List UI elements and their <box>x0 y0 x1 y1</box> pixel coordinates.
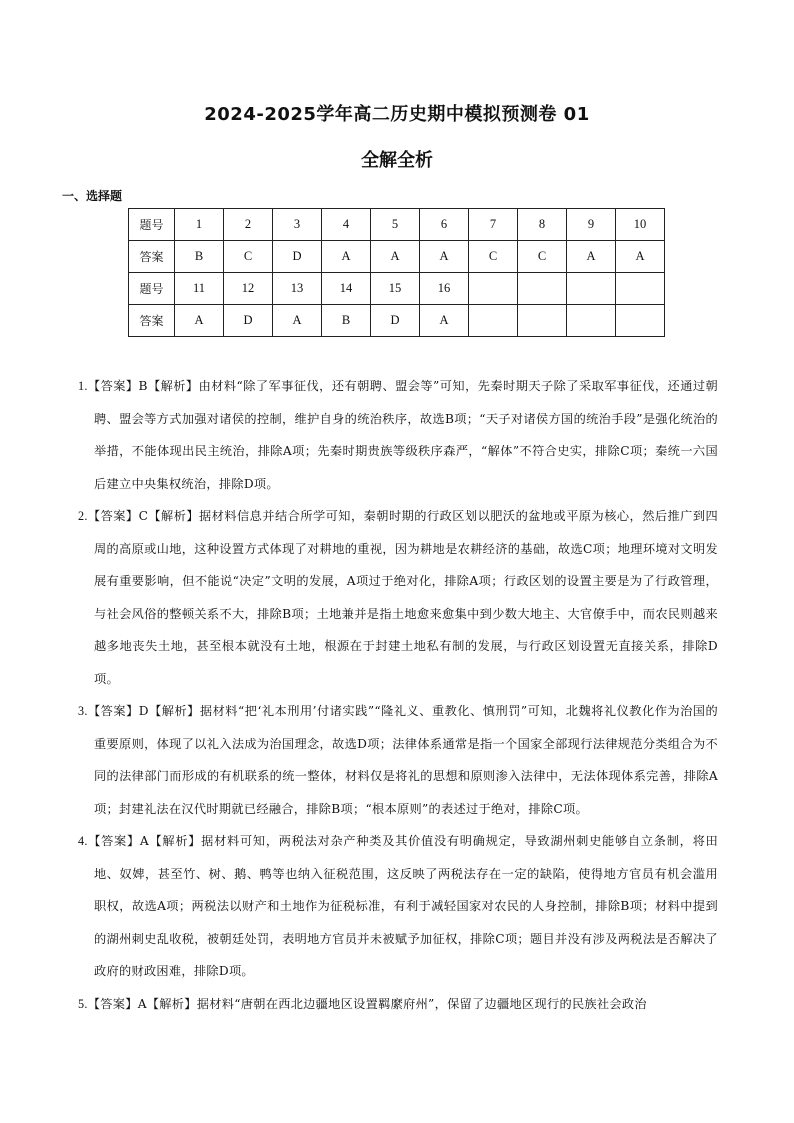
answer-table-cell: A <box>420 305 469 337</box>
answer-table-cell: 14 <box>322 273 371 305</box>
answer-table-cell <box>518 305 567 337</box>
answer-table-cell: A <box>322 241 371 273</box>
answer-table-row <box>129 241 665 273</box>
answer-table-cell: D <box>371 305 420 337</box>
answer-table-row-label: 答案 <box>129 305 175 337</box>
explanation-text: 【答案】C【解析】据材料信息并结合所学可知，秦朝时期的行政区划以肥沃的盆地或平原为核心，然后推广到四周的高原或山地，这种设置方式体现了对耕地的重视，因为耕地是农耕经济的基础，故选C项；地理环境对文明发展有重要影响，但不能说“决定”文明的发展，A项过于绝对化，排除A项；行政区划的设置主要是为了行政管理，与社会风俗的整顿关系不大，排除B项；土地兼并是指土地愈来愈集中到少数大地主、大官僚手中，而农民则越来越多地丧失土地，甚至根本就没有土地，根源在于封建土地私有制的发展，与行政区划设置无直接关系，排除D项。 <box>87 509 718 686</box>
explanation-item <box>78 825 718 988</box>
answer-table-cell: A <box>567 241 616 273</box>
answer-table-cell <box>469 305 518 337</box>
explanation-text: 【答案】D【解析】据材料“把‘礼本刑用’付诸实践”“隆礼义、重教化、慎刑罚”可知，北魏将礼仪教化作为治国的重要原则，体现了以礼入法成为治国理念，故选D项；法律体系通常是指一个国家全部现行法律规范分类组合为不同的法律部门而形成的有机联系的统一整体，材料仅是将礼的思想和原则渗入法律中，无法体现体系完善，排除A项；封建礼法在汉代时期就已经融合，排除B项；“根本原则”的表述过于绝对，排除C项。 <box>87 704 718 816</box>
explanation-text: 【答案】A【解析】据材料“唐朝在西北边疆地区设置羁縻府州”，保留了边疆地区现行的民族社会政治 <box>87 996 647 1011</box>
answer-table-row-label: 题号 <box>129 209 175 241</box>
answer-table-row <box>129 209 665 241</box>
answer-table-cell: A <box>420 241 469 273</box>
answer-table <box>128 208 665 337</box>
answer-table-cell: A <box>273 305 322 337</box>
explanation-list <box>78 370 718 1020</box>
answer-table-cell: B <box>175 241 224 273</box>
answer-table-row <box>129 305 665 337</box>
explanation-number: 3. <box>78 704 88 718</box>
explanation-item <box>78 695 718 825</box>
answer-table-cell <box>518 273 567 305</box>
answer-table-cell: 6 <box>420 209 469 241</box>
explanation-text: 【答案】B【解析】由材料“除了军事征伐，还有朝聘、盟会等”可知，先秦时期天子除了采取军事征伐，还通过朝聘、盟会等方式加强对诸侯的控制，维护自身的统治秩序，故选B项；“天子对诸侯方国的统治手段”是强化统治的举措，不能体现出民主统治，排除A项；先秦时期贵族等级秩序森严，“解体”不符合史实，排除C项；秦统一六国后建立中央集权统治，排除D项。 <box>87 379 718 491</box>
explanation-item <box>78 500 718 695</box>
page-title: 2024-2025学年高二历史期中模拟预测卷 01 <box>204 104 590 125</box>
explanation-number: 1. <box>78 379 88 393</box>
answer-table-cell: 3 <box>273 209 322 241</box>
answer-table-cell: 15 <box>371 273 420 305</box>
section-heading: 一、选择题 <box>62 189 123 203</box>
answer-table-cell: B <box>322 305 371 337</box>
answer-table-cell <box>469 273 518 305</box>
answer-table-cell: 16 <box>420 273 469 305</box>
answer-table-cell: A <box>616 241 665 273</box>
answer-table-cell: 10 <box>616 209 665 241</box>
answer-table-row <box>129 273 665 305</box>
answer-table-cell: D <box>224 305 273 337</box>
answer-table-cell: 9 <box>567 209 616 241</box>
explanation-number: 4. <box>78 834 88 848</box>
answer-table-cell: 13 <box>273 273 322 305</box>
explanation-item <box>78 988 718 1021</box>
answer-table-cell <box>567 273 616 305</box>
answer-table-cell: A <box>371 241 420 273</box>
answer-table-cell: 7 <box>469 209 518 241</box>
answer-table-row-label: 答案 <box>129 241 175 273</box>
answer-table-cell: A <box>175 305 224 337</box>
answer-table-cell: 8 <box>518 209 567 241</box>
explanation-number: 5. <box>78 996 88 1011</box>
explanation-item <box>78 370 718 500</box>
answer-table-cell: 12 <box>224 273 273 305</box>
answer-table-cell: C <box>518 241 567 273</box>
explanation-number: 2. <box>78 509 88 523</box>
answer-table-cell: 11 <box>175 273 224 305</box>
answer-table-cell: C <box>469 241 518 273</box>
answer-table-cell: 4 <box>322 209 371 241</box>
answer-table-cell: C <box>224 241 273 273</box>
answer-table-cell <box>616 273 665 305</box>
explanation-text: 【答案】A【解析】据材料可知，两税法对杂产种类及其价值没有明确规定，导致湖州刺史能够自立条制，将田地、奴婢，甚至竹、树、鹅、鸭等也纳入征税范围，这反映了两税法存在一定的缺陷，使得地方官员有机会滥用职权，故选A项；两税法以财产和土地作为征税标准，有利于减轻国家对农民的人身控制，排除B项；材料中提到的湖州刺史乱收税，被朝廷处罚，表明地方官员并未被赋予加征权，排除C项；题目并没有涉及两税法是否解决了政府的财政困难，排除D项。 <box>87 834 718 978</box>
answer-table-cell <box>616 305 665 337</box>
answer-table-cell: 5 <box>371 209 420 241</box>
page-subtitle: 全解全析 <box>361 150 433 171</box>
answer-table-cell: D <box>273 241 322 273</box>
answer-table-cell: 1 <box>175 209 224 241</box>
answer-table-row-label: 题号 <box>129 273 175 305</box>
answer-table-cell: 2 <box>224 209 273 241</box>
answer-table-cell <box>567 305 616 337</box>
